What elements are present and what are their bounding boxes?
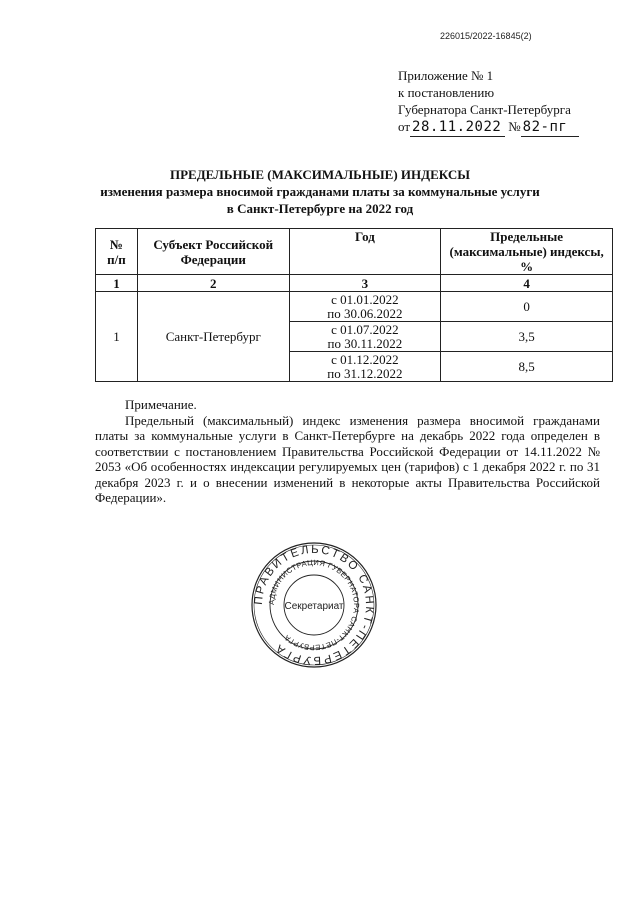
header-subject-line-2: Федерации bbox=[180, 251, 246, 267]
period-from: с 01.07.2022 bbox=[331, 321, 399, 337]
column-number: 4 bbox=[441, 275, 613, 292]
appendix-line-2: к постановлению bbox=[398, 85, 495, 100]
index-value: 3,5 bbox=[441, 322, 613, 352]
stamp-seal-icon bbox=[250, 541, 378, 669]
table-row bbox=[96, 292, 613, 322]
period-to: по 30.11.2022 bbox=[327, 335, 403, 351]
date-field bbox=[410, 118, 505, 137]
column-number-row bbox=[96, 275, 613, 292]
note-block bbox=[95, 397, 600, 506]
official-stamp bbox=[250, 541, 378, 669]
header-number-line-1: № bbox=[109, 236, 123, 252]
document-title bbox=[0, 166, 640, 217]
stamp-center-text: Секретариат bbox=[284, 601, 344, 612]
period-from: с 01.12.2022 bbox=[331, 351, 399, 367]
number-prefix: № bbox=[508, 119, 521, 134]
subject-cell: Санкт-Петербург bbox=[137, 292, 289, 382]
number-field bbox=[521, 118, 579, 137]
row-number: 1 bbox=[96, 292, 138, 382]
period-to: по 31.12.2022 bbox=[327, 365, 403, 381]
column-number: 3 bbox=[289, 275, 441, 292]
stamp-inner-text: АДМИНИСТРАЦИЯ ГУБЕРНАТОРА САНКТ-ПЕТЕРБУРГА bbox=[266, 557, 362, 653]
header-number bbox=[96, 229, 138, 275]
period-cell bbox=[289, 322, 441, 352]
appendix-date-line bbox=[398, 118, 579, 137]
date-prefix: от bbox=[398, 119, 411, 134]
note-text: Предельный (максимальный) индекс изменения размера вносимой гражданами платы за коммунальные услуги в Санкт-Петербурге на декабрь 2022 года определен в соответствии с постановлением Правительства Российской Федерации от 14.11.2022 № 2053 «Об особенностях индексации регулируемых цен (тарифов) с 1 декабря 2022 г. по 31 декабря 2023 г. и о внесении изменений в некоторые акты Правительства Российской Федерации». bbox=[95, 412, 600, 505]
title-line-2: изменения размера вносимой гражданами платы за коммунальные услуги bbox=[100, 184, 540, 199]
appendix-date: 28.11.2022 bbox=[412, 119, 502, 135]
period-from: с 01.01.2022 bbox=[331, 291, 399, 307]
document-id: 226015/2022-16845(2) bbox=[440, 31, 532, 41]
header-subject bbox=[137, 229, 289, 275]
index-value: 8,5 bbox=[441, 352, 613, 382]
note-label: Примечание. bbox=[125, 397, 197, 412]
title-line-1: ПРЕДЕЛЬНЫЕ (МАКСИМАЛЬНЫЕ) ИНДЕКСЫ bbox=[170, 167, 470, 182]
header-subject-line-1: Субъект Российской bbox=[153, 236, 274, 252]
stamp-outer-text: ПРАВИТЕЛЬСТВО САНКТ-ПЕТЕРБУРГА bbox=[252, 543, 376, 667]
header-index bbox=[441, 229, 613, 275]
appendix-line-3: Губернатора Санкт-Петербурга bbox=[398, 102, 571, 117]
header-year bbox=[289, 229, 441, 275]
header-index-line-2: (максимальные) индексы, bbox=[449, 244, 604, 259]
period-cell bbox=[289, 292, 441, 322]
column-number: 2 bbox=[137, 275, 289, 292]
indices-table bbox=[95, 228, 613, 382]
column-number: 1 bbox=[96, 275, 138, 292]
table-header-row bbox=[96, 229, 613, 275]
appendix-number: 82-пг bbox=[522, 119, 568, 135]
appendix-line-1: Приложение № 1 bbox=[398, 68, 494, 83]
period-cell bbox=[289, 352, 441, 382]
header-year-label: Год bbox=[354, 229, 375, 244]
index-value: 0 bbox=[441, 292, 613, 322]
period-to: по 30.06.2022 bbox=[327, 305, 403, 321]
header-number-line-2: п/п bbox=[107, 251, 126, 267]
header-index-line-3: % bbox=[520, 259, 534, 274]
title-line-3: в Санкт-Петербурге на 2022 год bbox=[226, 201, 414, 216]
appendix-block bbox=[398, 67, 579, 137]
header-index-line-1: Предельные bbox=[490, 229, 564, 244]
